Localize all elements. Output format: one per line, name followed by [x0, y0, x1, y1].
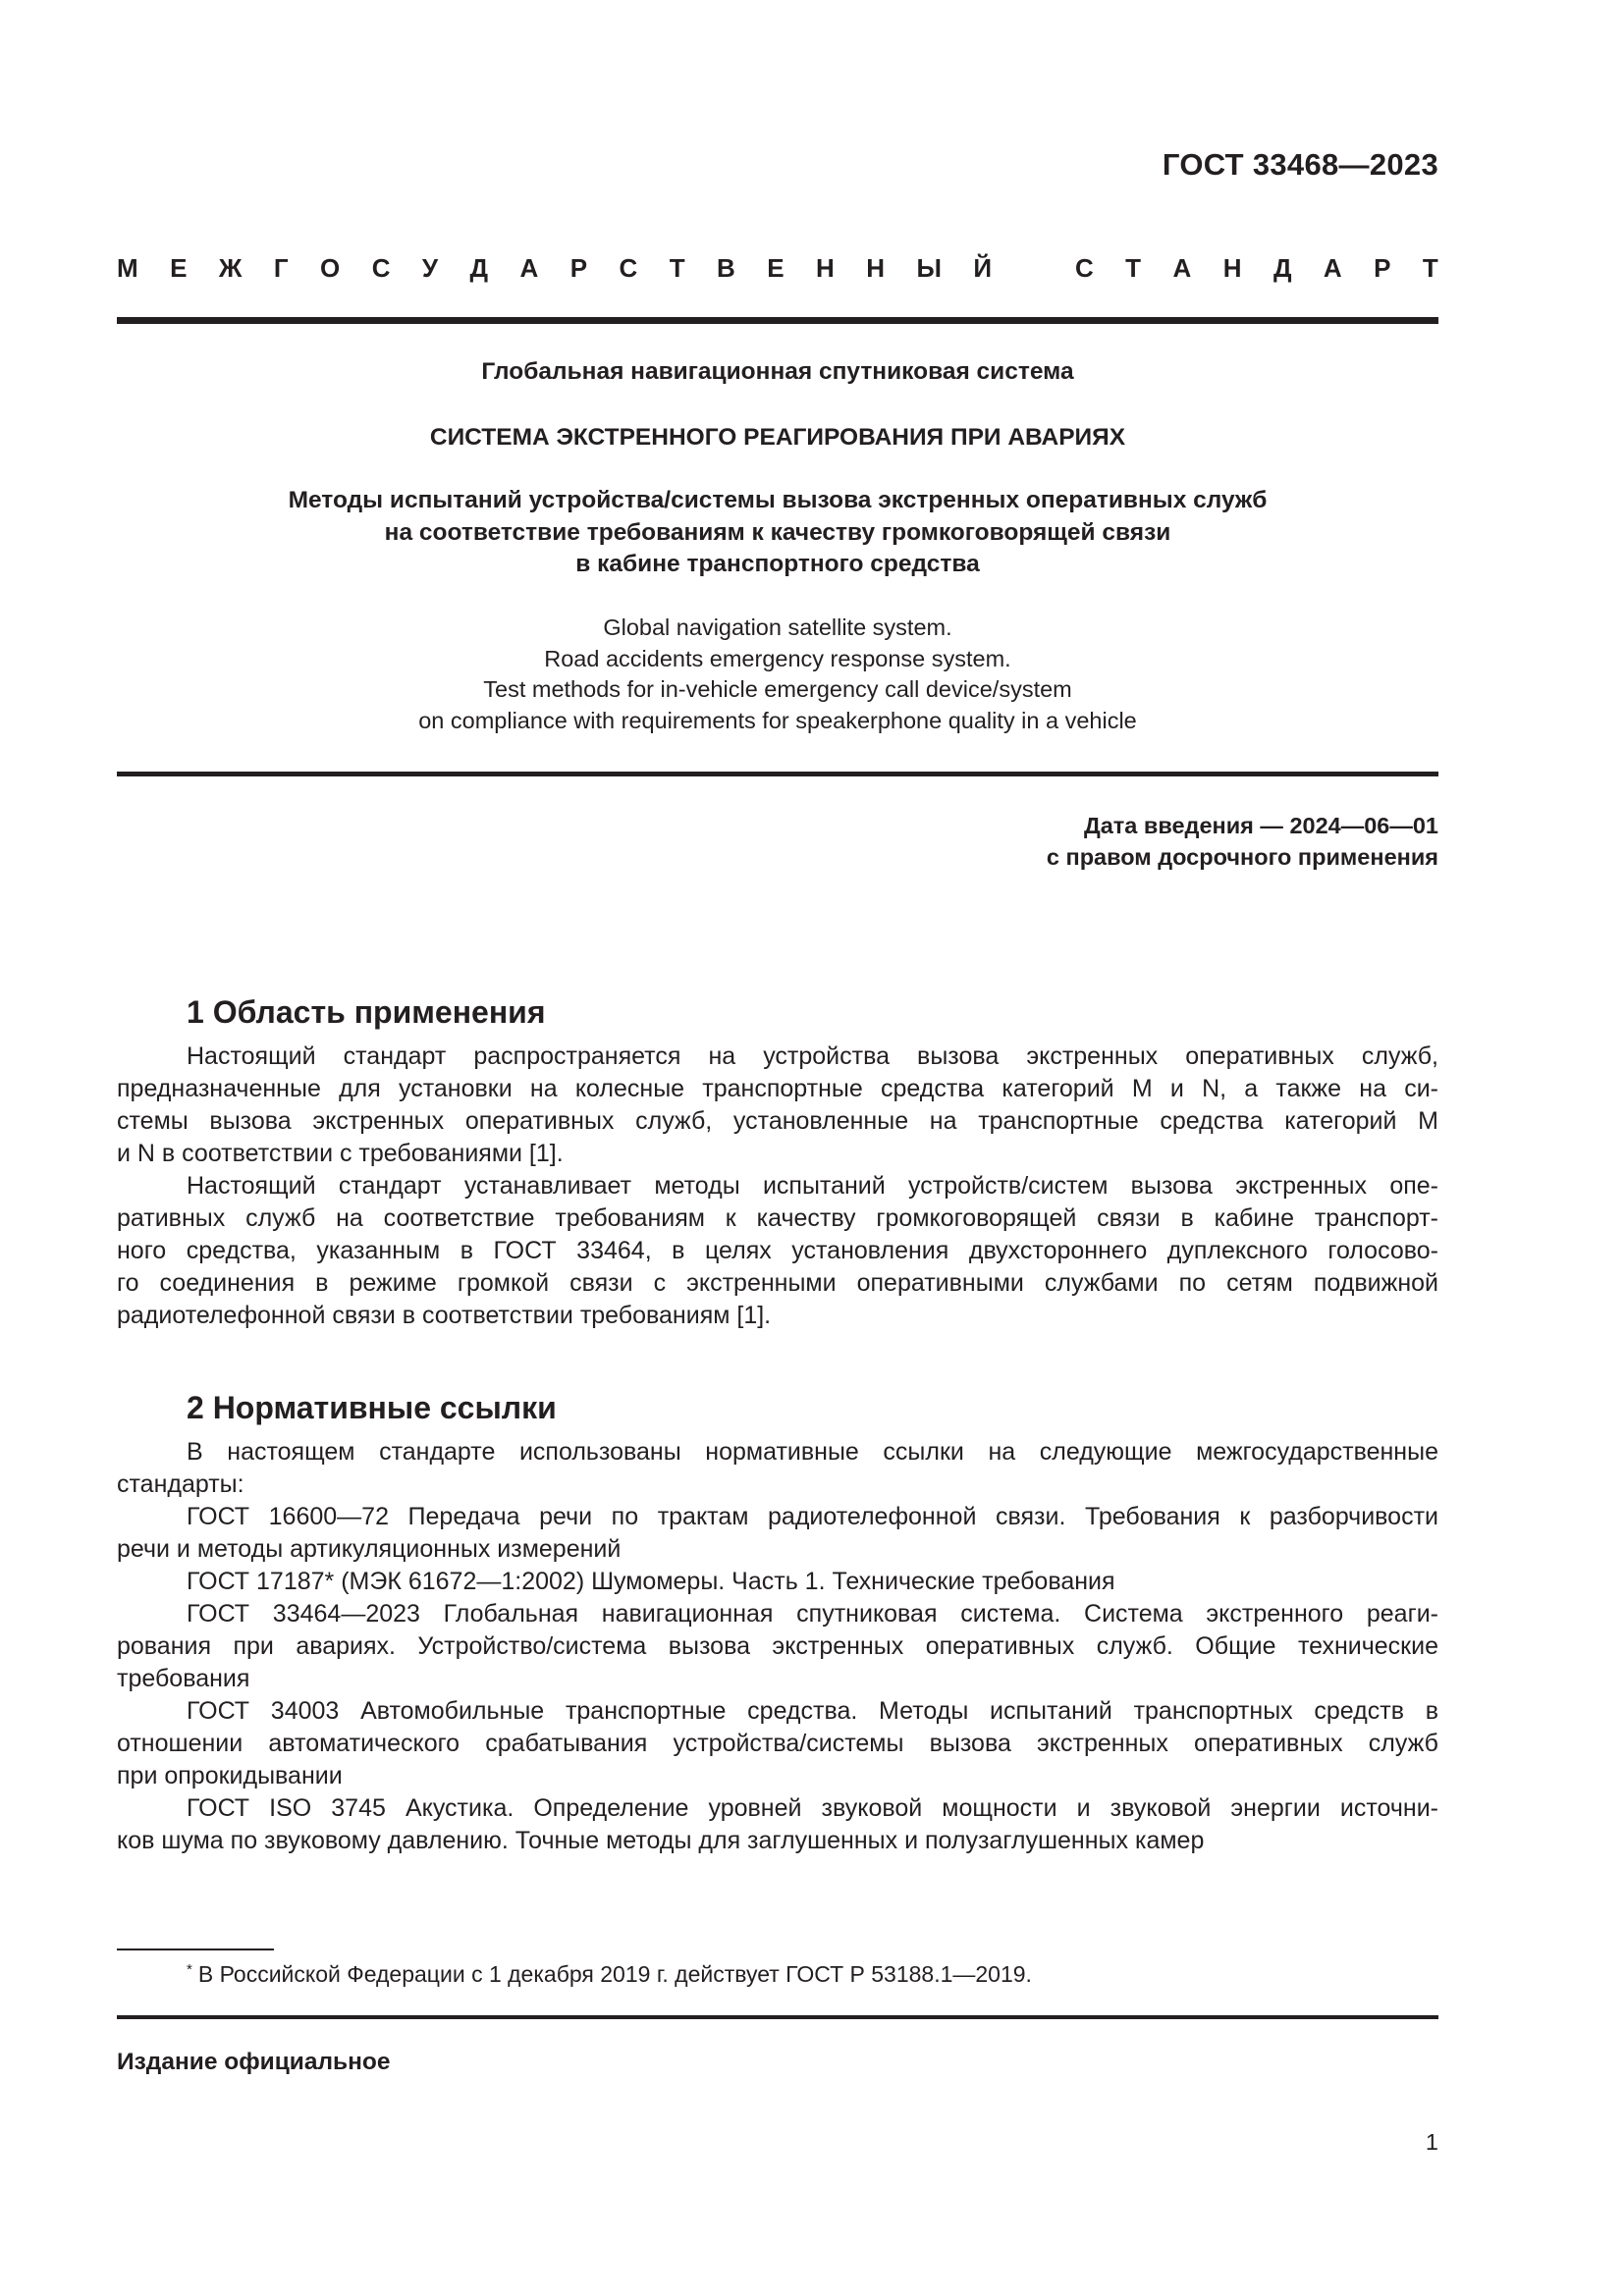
document-number: ГОСТ 33468—2023 — [1162, 147, 1438, 182]
title-line-3-part: на соответствие требованиям к качеству громкоговорящей связи — [384, 518, 1171, 546]
category-letter: А — [519, 253, 539, 283]
title-line-1: Глобальная навигационная спутниковая система — [481, 358, 1074, 385]
reference-line: ГОСТ 17187* (МЭК 61672—1:2002) Шумомеры. Часть 1. Технические требования — [187, 1568, 1115, 1595]
category-letter: С — [371, 253, 391, 283]
category-letter: Т — [1422, 253, 1438, 283]
category-letter: Н — [816, 253, 835, 283]
text-line: ративных служб на соответствие требованиям к качеству громкоговорящей связи в кабине транспорт- — [117, 1204, 1438, 1232]
section-1-heading: 1 Область применения — [187, 994, 546, 1030]
text-line: Настоящий стандарт устанавливает методы испытаний устройств/систем вызова экстренных опе- — [187, 1172, 1438, 1200]
category-letter: А — [1323, 253, 1342, 283]
category-letter: А — [1172, 253, 1192, 283]
standard-category — [117, 253, 1438, 283]
category-letter: Т — [1125, 253, 1142, 283]
text-line: В настоящем стандарте использованы нормативные ссылки на следующие межгосударственные — [187, 1438, 1438, 1466]
category-letter: Н — [866, 253, 886, 283]
text-line: предназначенные для установки на колесные транспортные средства категорий М и N, а также на си- — [117, 1075, 1438, 1102]
category-letter: Г — [273, 253, 289, 283]
category-letter: Д — [1272, 253, 1292, 283]
category-letter: Ж — [218, 253, 243, 283]
footnote-rule — [117, 1949, 274, 1950]
text-line: и N в соответствии с требованиями [1]. — [117, 1140, 564, 1167]
reference-line: ГОСТ 16600—72 Передача речи по трактам радиотелефонной связи. Требования к разборчивости — [187, 1503, 1438, 1530]
english-title — [117, 613, 1438, 736]
category-letter: Н — [1222, 253, 1242, 283]
reference-line: речи и методы артикуляционных измерений — [117, 1535, 622, 1563]
title-line-2: СИСТЕМА ЭКСТРЕННОГО РЕАГИРОВАНИЯ ПРИ АВАРИЯХ — [429, 424, 1126, 451]
reference-line: ГОСТ 33464—2023 Глобальная навигационная спутниковая система. Система экстренного реаги- — [187, 1600, 1438, 1628]
category-letter: О — [320, 253, 341, 283]
early-application-line: с правом досрочного применения — [1046, 843, 1438, 870]
english-title-line: Road accidents emergency response system. — [544, 645, 1011, 671]
english-title-line: Test methods for in-vehicle emergency call device/system — [483, 676, 1072, 702]
section-2-body — [117, 1436, 1438, 1857]
text-line: го соединения в режиме громкой связи с экстренными оперативными службами по сетям подвижной — [117, 1269, 1438, 1297]
title-line-3 — [117, 485, 1438, 581]
reference-line: требования — [117, 1665, 250, 1692]
section-1-body — [117, 1041, 1438, 1332]
text-line: стемы вызова экстренных оперативных служб, установленные на транспортные средства категорий М — [117, 1107, 1438, 1135]
footnote-mark: * — [187, 1961, 192, 1978]
reference-line: при опрокидывании — [117, 1762, 343, 1789]
introduction-date-line: Дата введения — 2024—06—01 — [1083, 813, 1438, 838]
english-title-line: on compliance with requirements for speakerphone quality in a vehicle — [418, 707, 1137, 733]
category-letter: Й — [973, 253, 993, 283]
category-letter: Р — [1374, 253, 1391, 283]
reference-line: ков шума по звуковому давлению. Точные методы для заглушенных и полузаглушенных камер — [117, 1827, 1205, 1854]
category-letter: С — [1074, 253, 1094, 283]
category-letter: М — [117, 253, 138, 283]
category-letter: Е — [170, 253, 188, 283]
category-letter: В — [717, 253, 735, 283]
category-letter: Р — [569, 253, 588, 283]
title-rule — [117, 772, 1438, 776]
page-number: 1 — [1425, 2129, 1438, 2155]
reference-line: ГОСТ ISO 3745 Акустика. Определение уровней звуковой мощности и звуковой энергии источни- — [187, 1794, 1438, 1822]
category-letter: Т — [669, 253, 685, 283]
document-page — [117, 0, 1438, 2296]
title-line-3-part: Методы испытаний устройства/системы вызова экстренных оперативных служб — [288, 487, 1268, 513]
reference-line: отношении автоматического срабатывания устройства/системы вызова экстренных оперативных служб — [117, 1730, 1438, 1757]
category-gap — [1024, 253, 1044, 283]
section-2-heading: 2 Нормативные ссылки — [187, 1390, 557, 1425]
header-rule — [117, 317, 1438, 324]
reference-line: ГОСТ 34003 Автомобильные транспортные средства. Методы испытаний транспортных средств в — [187, 1697, 1438, 1725]
text-line: радиотелефонной связи в соответствии требованиям [1]. — [117, 1302, 772, 1329]
official-edition-label: Издание официальное — [117, 2049, 391, 2075]
footnote — [187, 1959, 1032, 1989]
title-line-3-part: в кабине транспортного средства — [575, 551, 980, 577]
text-line: Настоящий стандарт распространяется на устройства вызова экстренных оперативных служб, — [187, 1042, 1438, 1070]
introduction-date — [1047, 811, 1438, 873]
category-letter: Ы — [916, 253, 942, 283]
category-letter: Е — [767, 253, 785, 283]
category-letter: С — [619, 253, 638, 283]
category-letter: Д — [469, 253, 489, 283]
category-letter: У — [421, 253, 439, 283]
footer-rule — [117, 2015, 1438, 2019]
text-line: ного средства, указанным в ГОСТ 33464, в целях установления двухстороннего дуплексного голосово- — [117, 1237, 1438, 1264]
footnote-text: В Российской Федерации с 1 декабря 2019 г. действует ГОСТ Р 53188.1—2019. — [197, 1961, 1032, 1987]
english-title-line: Global navigation satellite system. — [603, 614, 952, 640]
text-line: стандарты: — [117, 1470, 244, 1498]
reference-line: рования при авариях. Устройство/система вызова экстренных оперативных служб. Общие технические — [117, 1632, 1438, 1660]
